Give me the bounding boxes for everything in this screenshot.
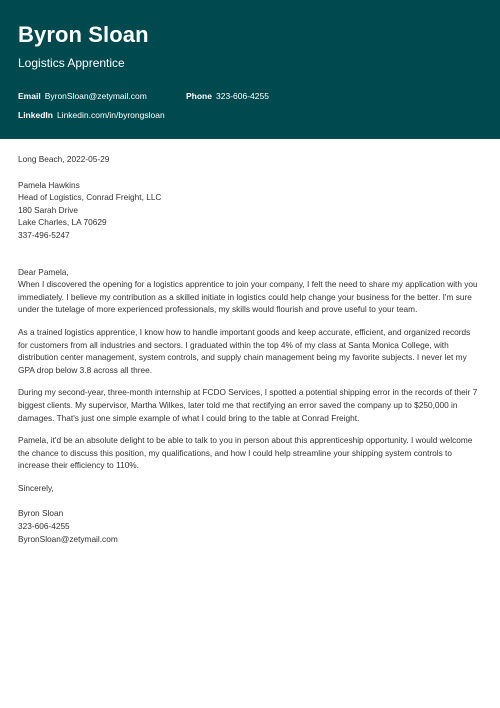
- signature-email[interactable]: ByronSloan@zetymail.com: [18, 533, 118, 544]
- email-label: Email: [18, 91, 41, 101]
- signature-name: Byron Sloan: [18, 508, 64, 519]
- resume-header: [0, 0, 500, 139]
- recipient-position: Head of Logistics, Conrad Freight, LLC: [18, 192, 162, 203]
- date-line: Long Beach, 2022-05-29: [18, 154, 110, 164]
- linkedin-contact: [18, 110, 165, 120]
- email-value[interactable]: ByronSloan@zetymail.com: [44, 91, 147, 101]
- applicant-title: Logistics Apprentice: [18, 56, 125, 70]
- paragraph-1: When I discovered the opening for a logistics apprentice to join your company, I felt the need to share my application with you immediately. I believe my contribution as a skilled initiate in logistics could help change your business for the better. I'm sure under the tutelage of more experienced professionals, my skills would flourish and prove useful to your team.: [18, 279, 478, 315]
- applicant-name: Byron Sloan: [18, 22, 149, 47]
- phone-value: 323-606-4255: [215, 91, 269, 101]
- linkedin-value[interactable]: Linkedin.com/in/byrongsloan: [56, 110, 165, 120]
- closing: Sincerely,: [18, 482, 54, 493]
- signature-phone: 323-606-4255: [18, 521, 70, 532]
- paragraph-4: Pamela, it'd be an absolute delight to be able to talk to you in person about this apprenticeship opportunity. I would welcome the chance to discuss this position, my qualifications, and how I could help streamline your shipping system controls to increase their efficiency to 110%.: [18, 435, 473, 471]
- phone-label: Phone: [186, 91, 212, 101]
- letter-body: [0, 139, 500, 545]
- paragraph-2: As a trained logistics apprentice, I know how to handle important goods and keep accurate, efficient, and organized records for customers from all industries and sectors. I graduated within the top 4% of my class at Santa Monica College, with distribution center management, system controls, and supply chain management being my favorite subjects. I never let my GPA drop below 3.8 across all three.: [18, 326, 471, 375]
- recipient-name: Pamela Hawkins: [18, 179, 80, 190]
- recipient-phone: 337-496-5247: [18, 229, 70, 240]
- paragraph-3: During my second-year, three-month internship at FCDO Services, I spotted a potential shipping error in the records of their 7 biggest clients. My supervisor, Martha Wilkes, later told me that rectifying an error saved the company up to $250,000 in damages. That's just one simple example of what I could bring to the table at Conrad Freight.: [18, 387, 478, 423]
- phone-contact: [186, 91, 269, 101]
- recipient-city: Lake Charles, LA 70629: [18, 217, 107, 228]
- recipient-street: 180 Sarah Drive: [18, 204, 78, 215]
- linkedin-label: LinkedIn: [18, 110, 53, 120]
- signature-block: [18, 507, 482, 545]
- salutation: Dear Pamela,: [18, 266, 69, 277]
- recipient-block: [18, 179, 482, 242]
- email-contact: [18, 91, 147, 101]
